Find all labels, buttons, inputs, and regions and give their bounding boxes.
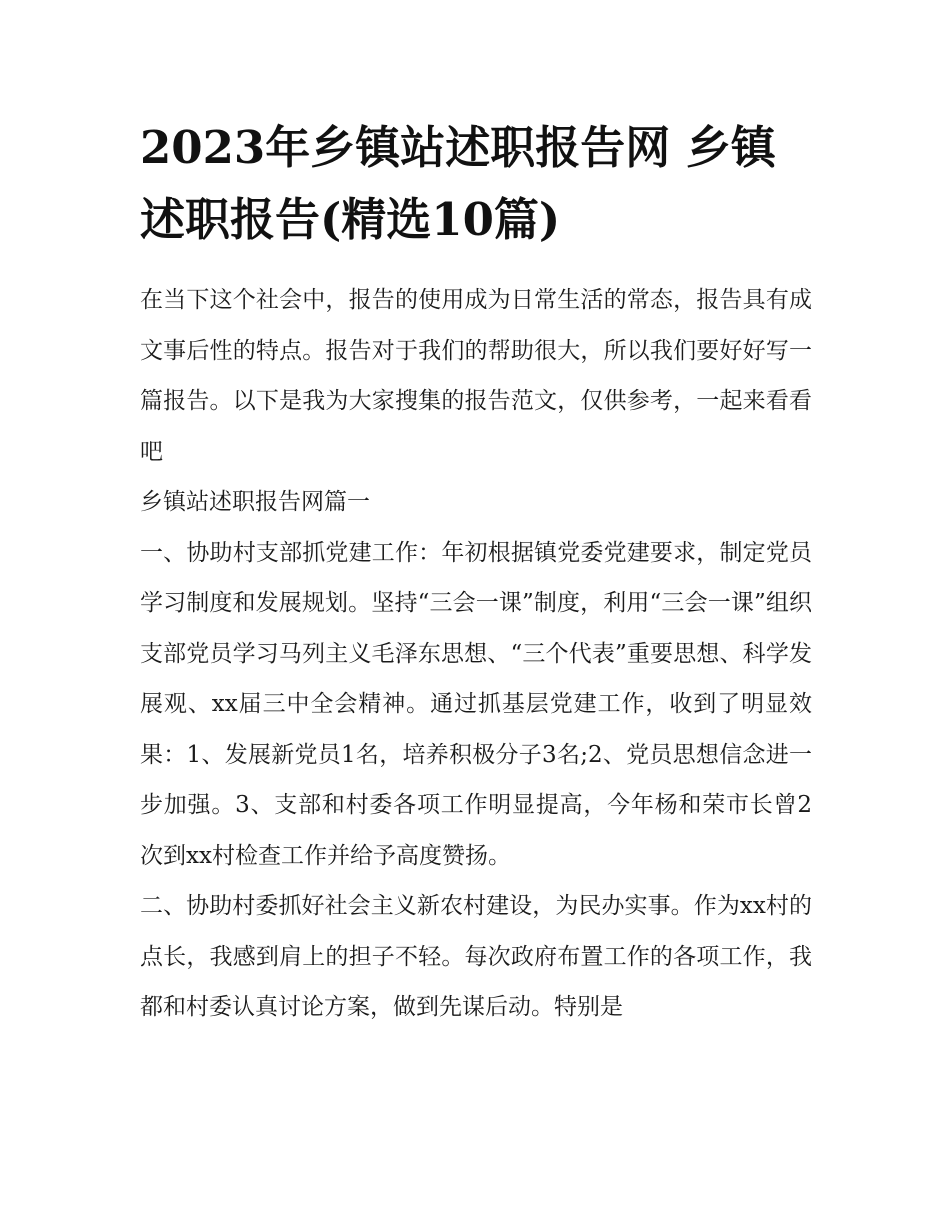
intro-paragraph: 在当下这个社会中，报告的使用成为日常生活的常态，报告具有成文事后性的特点。报告对于我们的帮助很大，所以我们要好好写一篇报告。以下是我为大家搜集的报告范文，仅供参考，一起来看看吧 [140,287,812,465]
body-paragraph: 二、协助村委抓好社会主义新农村建设，为民办实事。作为xx村的点长，我感到肩上的担子不轻。每次政府布置工作的各项工作，我都和村委认真讨论方案，做到先谋后动。特别是 [140,893,812,1020]
document-title: 2023年乡镇站述职报告网 乡镇述职报告(精选10篇) [140,121,776,246]
document-page [140,112,812,1033]
body-paragraph: 一、协助村支部抓党建工作：年初根据镇党委党建要求，制定党员学习制度和发展规划。坚持“三会一课”制度，利用“三会一课”组织支部党员学习马列主义毛泽东思想、“三个代表”重要思想、科学发展观、xx届三中全会精神。通过抓基层党建工作，收到了明显效果：1、发展新党员1名，培养积极分子3名;2、党员思想信念进一步加强。3、支部和村委各项工作明显提高，今年杨和荣市长曾2次到xx村检查工作并给予高度赞扬。 [140,539,812,869]
section-heading: 乡镇站述职报告网篇一 [140,489,370,515]
